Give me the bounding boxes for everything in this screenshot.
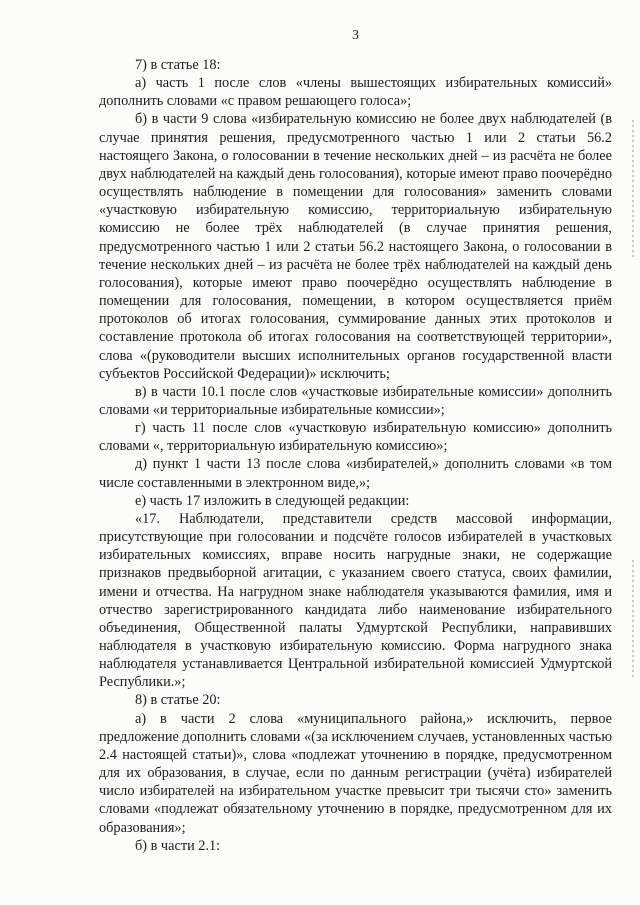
paragraph-item-d: д) пункт 1 части 13 после слова «избирателей,» дополнить словами «в том числе составленными в электронном виде,»;	[99, 456, 612, 491]
paragraph-article-20-item-a: а) в части 2 слова «муниципального района,» исключить, первое предложение дополнить словами «(за исключением случаев, установленных частью 2.4 настоящей статьи)», слова «подлежат уточнению в порядке, предусмотренном для их образования, в случае, если по данным регистрации (учёта) избирателей число избирателей на избирательном участке превысит три тысячи сто» заменить словами «подлежат обязательному уточнению в порядке, предусмотренном для их образования»;	[99, 710, 613, 836]
document-body	[99, 56, 612, 855]
paragraph-item-b: б) в части 9 слова «избирательную комиссию не более двух наблюдателей (в случае принятия решения, предусмотренного частью 1 или 2 статьи 56.2 настоящего Закона, о голосовании в течение нескольких дней – из расчёта не более двух наблюдателей на каждый день голосования), которые имеют право поочерёдно осуществлять наблюдение в помещении для голосования» заменить словами «участковую избирательную комиссию, территориальную избирательную комиссию не более трёх наблюдателей (в случае принятия решения, предусмотренного частью 1 или 2 статьи 56.2 настоящего Закона, о голосовании в течение нескольких дней – из расчёта не более трёх наблюдателей на каждый день голосования), которые имеют право поочерёдно осуществлять наблюдение в помещении для голосования, помещении, в котором осуществляется приём протоколов об итогах голосования, суммирование данных этих протоколов и составление протокола об итогах голосования на соответствующей территории», слова «(руководители высших исполнительных органов государственной власти субъектов Российской Федерации)» исключить;	[99, 111, 612, 382]
paragraph-item-v: в) в части 10.1 после слов «участковые избирательные комиссии» дополнить словами «и территориальные избирательные комиссии»;	[99, 383, 612, 418]
page-number: 3	[352, 28, 359, 43]
paragraph-article-20-item-b: б) в части 2.1:	[135, 837, 221, 854]
paragraph-article-18-heading: 7) в статье 18:	[135, 57, 221, 73]
paragraph-article-20-heading: 8) в статье 20:	[135, 692, 221, 709]
paragraph-part-17-text: «17. Наблюдатели, представители средств массовой информации, присутствующие при голосовании и подсчёте голосов избирателей в участковых избирательных комиссиях, вправе носить нагрудные знаки, не содержащие признаков предвыборной агитации, с указанием своего статуса, своих фамилии, имени и отчества. На нагрудном знаке наблюдателя указываются фамилия, имя и отчество зарегистрированного кандидата либо наименование избирательного объединения, Общественной палаты Удмуртской Республики, направивших наблюдателя в участковую избирательную комиссию. Форма нагрудного знака наблюдателя устанавливается Центральной избирательной комиссией Удмуртской Республики.»;	[99, 510, 612, 691]
scan-edge-mark	[632, 560, 634, 680]
paragraph-item-g: г) часть 11 после слов «участковую избирательную комиссию» дополнить словами «, территориальную избирательную комиссию»;	[99, 420, 612, 455]
paragraph-item-a: а) часть 1 после слов «члены вышестоящих избирательных комиссий» дополнить словами «с правом решающего голоса»;	[99, 75, 612, 110]
paragraph-item-e: е) часть 17 изложить в следующей редакции:	[135, 492, 410, 509]
scan-edge-mark	[632, 120, 634, 260]
